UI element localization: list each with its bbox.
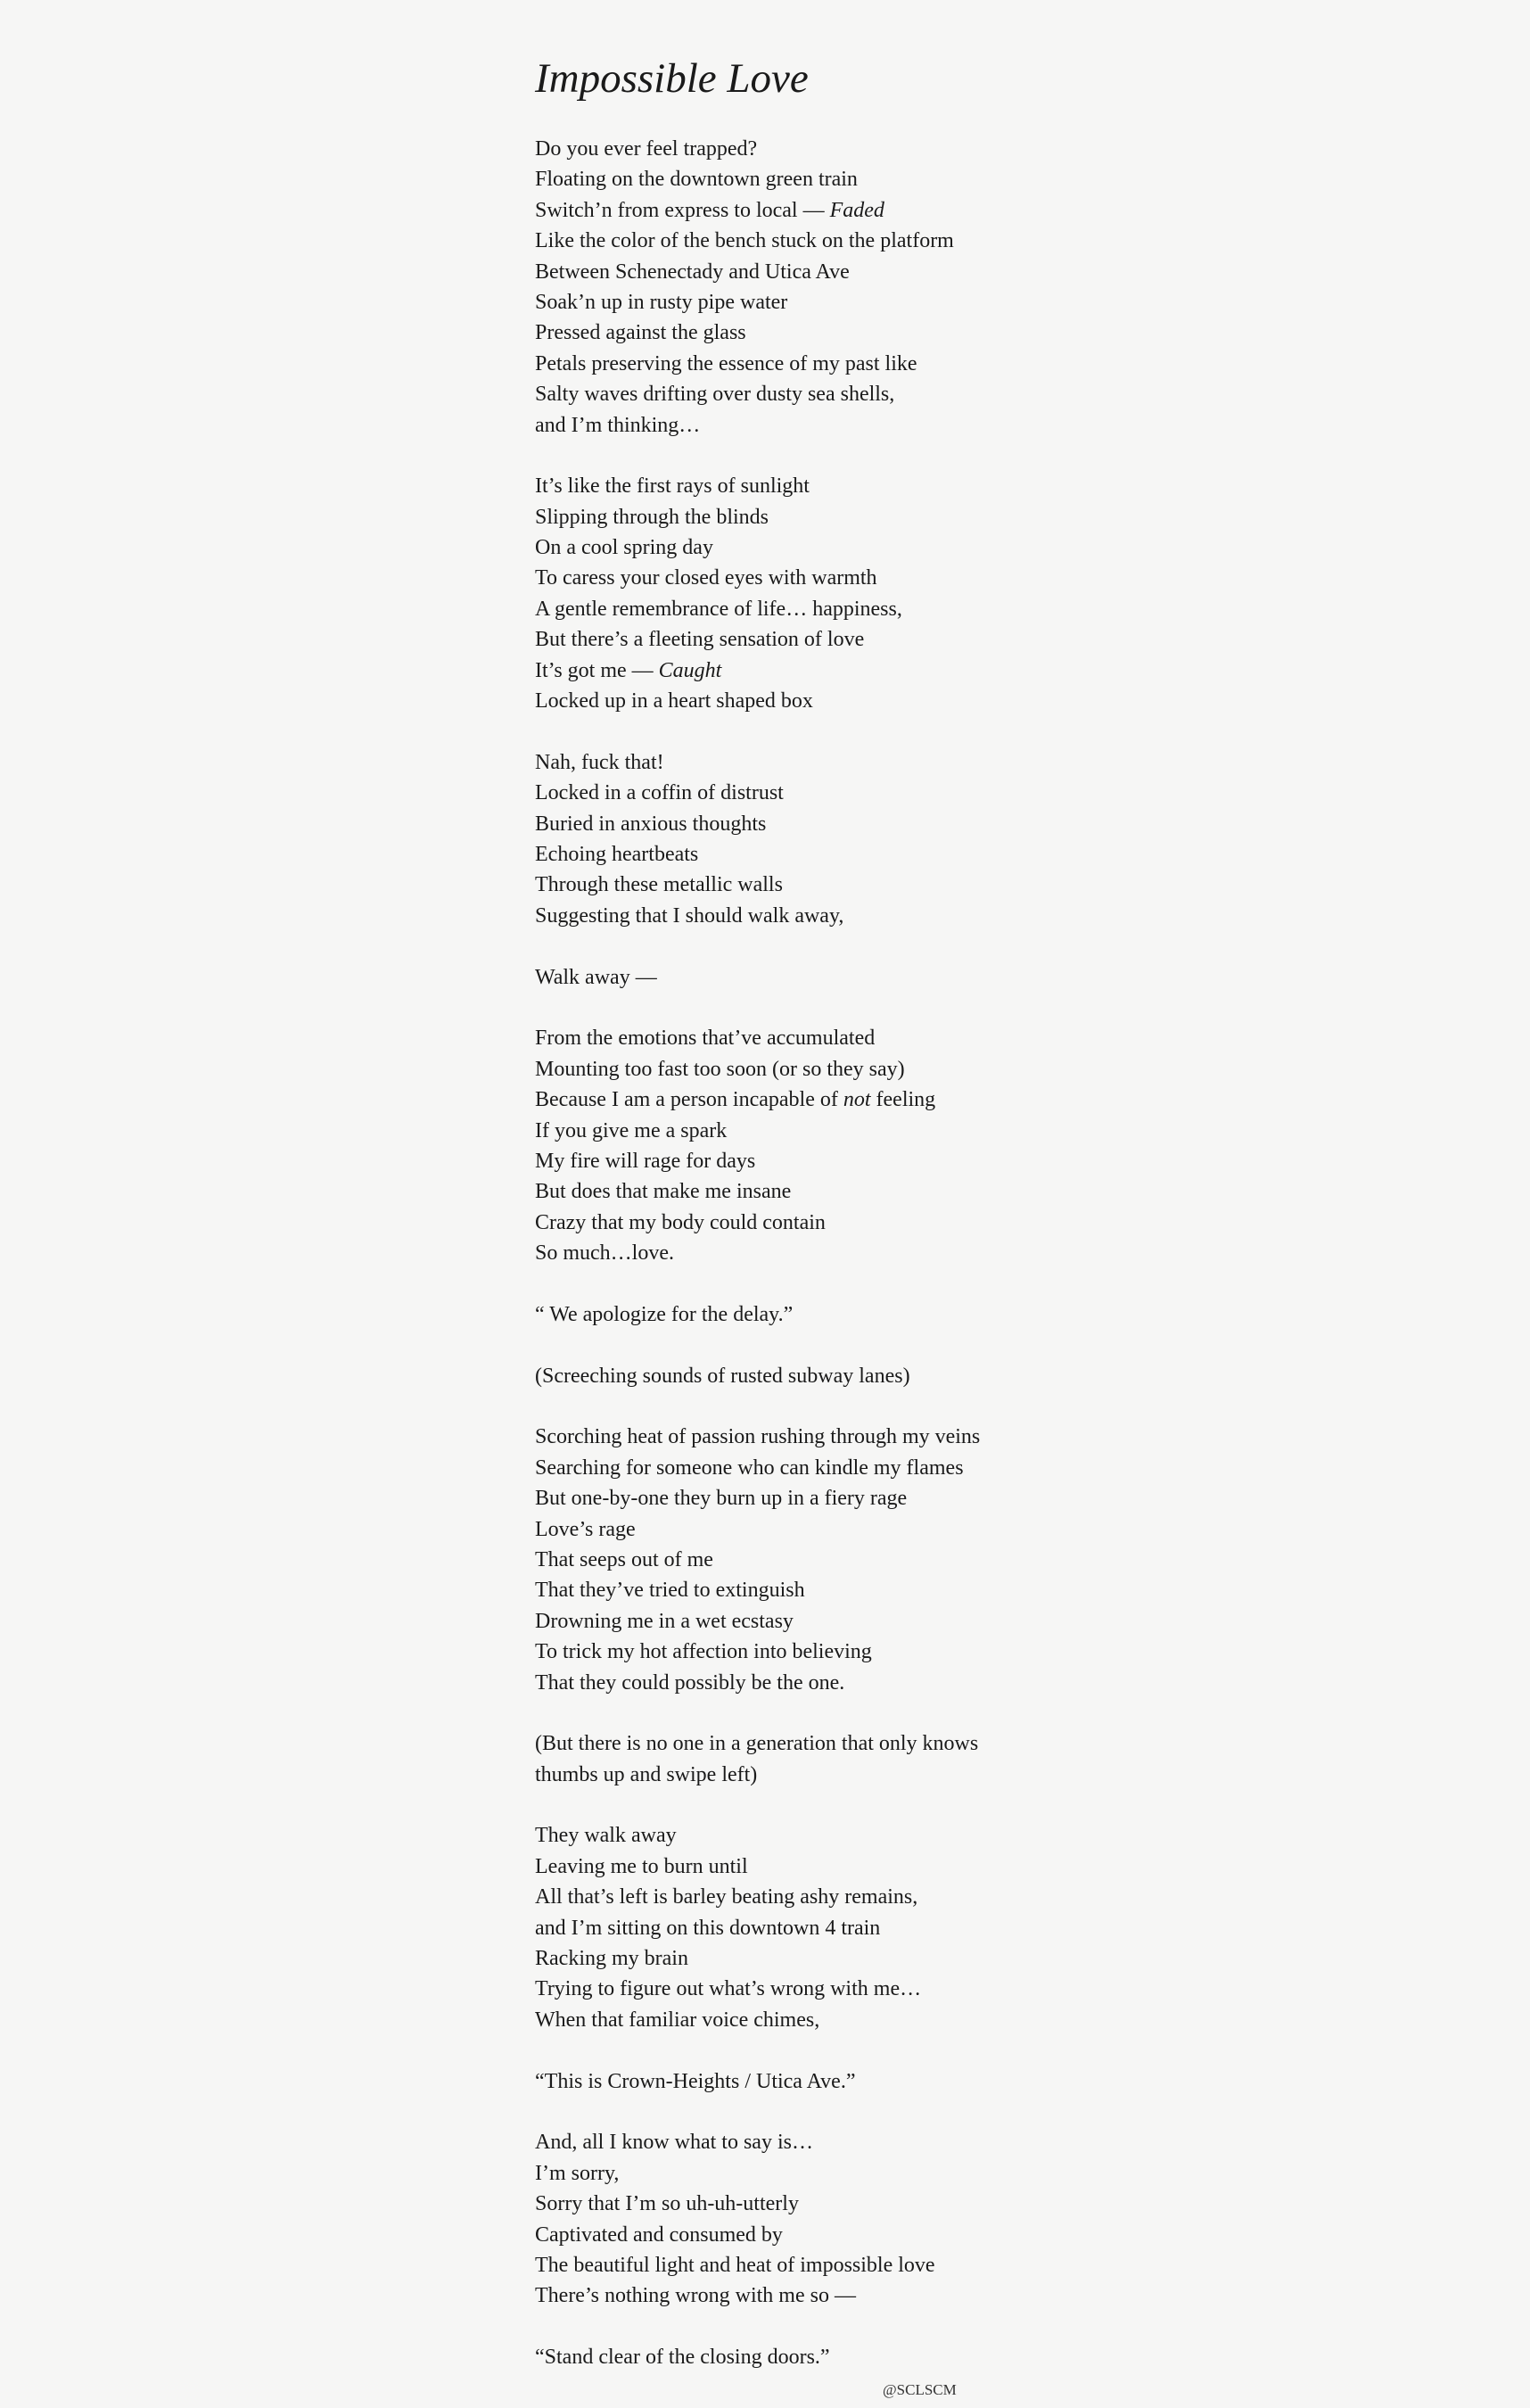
emphasis-text: Faded <box>829 198 884 222</box>
poem-line: Love’s rage <box>535 1517 636 1541</box>
poem-line: That they could possibly be the one. <box>535 1670 845 1695</box>
poem-line: They walk away <box>535 1824 677 1848</box>
poem-line: Because I am a person incapable of not feeling <box>535 1088 936 1112</box>
poem-line: Crazy that my body could contain <box>535 1210 826 1234</box>
poem-line: Through these metallic walls <box>535 873 783 897</box>
poem-line: Mounting too fast too soon (or so they say) <box>535 1057 905 1081</box>
poem-line: Floating on the downtown green train <box>535 168 858 192</box>
poem-line: Between Schenectady and Utica Ave <box>535 260 850 284</box>
stanza-break <box>535 931 1427 961</box>
poem-line: But there’s a fleeting sensation of love <box>535 628 865 652</box>
poem-line: Petals preserving the essence of my past like <box>535 351 917 375</box>
stanza-break <box>535 1391 1427 1422</box>
emphasis-text: Caught <box>658 658 722 682</box>
poem-line: That seeps out of me <box>535 1547 713 1571</box>
poem-line: Trying to figure out what’s wrong with me… <box>535 1977 922 2001</box>
poem-line: To trick my hot affection into believing <box>535 1640 872 1664</box>
poem-line: To caress your closed eyes with warmth <box>535 566 877 590</box>
poem-line: Like the color of the bench stuck on the platform <box>535 229 954 253</box>
stanza-break <box>535 1330 1427 1360</box>
poem-line: My fire will rage for days <box>535 1149 756 1173</box>
poem-line: and I’m thinking… <box>535 413 701 437</box>
poem-line: The beautiful light and heat of impossible love <box>535 2253 935 2277</box>
poem-line: If you give me a spark <box>535 1118 728 1142</box>
poem-line: Slipping through the blinds <box>535 505 769 529</box>
poem-line: (But there is no one in a generation that only knows <box>535 1732 979 1756</box>
poem-line: “ We apologize for the delay.” <box>535 1302 794 1326</box>
poem-line: All that’s left is barley beating ashy remains, <box>535 1885 918 1909</box>
poem-line: That they’ve tried to extinguish <box>535 1579 805 1603</box>
poem-line: Pressed against the glass <box>535 321 746 345</box>
stanza-break <box>535 993 1427 1023</box>
stanza-break <box>535 2312 1427 2342</box>
poem-line: A gentle remembrance of life… happiness, <box>535 597 902 621</box>
poem-line: and I’m sitting on this downtown 4 train <box>535 1916 881 1940</box>
stanza-break <box>535 2097 1427 2127</box>
poem-line: When that familiar voice chimes, <box>535 2008 820 2032</box>
poem-line: There’s nothing wrong with me so — <box>535 2284 856 2308</box>
stanza-break <box>535 1268 1427 1299</box>
poem-line: Searching for someone who can kindle my flames <box>535 1456 964 1480</box>
poem-line: But does that make me insane <box>535 1180 792 1204</box>
poem-line: I’m sorry, <box>535 2161 620 2185</box>
poem-line: Drowning me in a wet ecstasy <box>535 1609 794 1633</box>
poem-line: Sorry that I’m so uh-uh-utterly <box>535 2192 799 2216</box>
poem-line: Echoing heartbeats <box>535 842 699 866</box>
stanza-break <box>535 441 1427 471</box>
poem-line: Leaving me to burn until <box>535 1854 748 1878</box>
poem-line: Buried in anxious thoughts <box>535 812 767 836</box>
poem-body <box>535 134 1427 2373</box>
poem-line: Switch’n from express to local — Faded <box>535 198 884 222</box>
poem-line: On a cool spring day <box>535 536 713 560</box>
poem-line: It’s like the first rays of sunlight <box>535 474 810 499</box>
poem-line: Captivated and consumed by <box>535 2222 783 2247</box>
poem-title: Impossible Love <box>535 55 809 102</box>
poem-line: Soak’n up in rusty pipe water <box>535 290 788 314</box>
stanza-break <box>535 1790 1427 1820</box>
stanza-break <box>535 716 1427 746</box>
poem-line: (Screeching sounds of rusted subway lanes) <box>535 1364 910 1388</box>
emphasis-text: not <box>843 1088 871 1112</box>
poem-line: And, all I know what to say is… <box>535 2131 813 2155</box>
poem-line: Racking my brain <box>535 1947 688 1971</box>
poem <box>535 54 1427 2373</box>
poem-line: Nah, fuck that! <box>535 750 664 774</box>
poem-line: But one-by-one they burn up in a fiery rage <box>535 1487 908 1511</box>
poem-line: Scorching heat of passion rushing through my veins <box>535 1425 981 1449</box>
poem-line: “This is Crown-Heights / Utica Ave.” <box>535 2069 856 2093</box>
poem-line: Salty waves drifting over dusty sea shells, <box>535 383 895 407</box>
author-handle: @SCLSCM <box>883 2381 957 2398</box>
poem-line: Suggesting that I should walk away, <box>535 903 844 928</box>
poem-line: It’s got me — Caught <box>535 658 722 682</box>
poem-line: Locked in a coffin of distrust <box>535 781 784 805</box>
poem-line: Do you ever feel trapped? <box>535 137 758 161</box>
poem-line: Walk away — <box>535 965 657 989</box>
poem-line: From the emotions that’ve accumulated <box>535 1027 876 1051</box>
stanza-break <box>535 2035 1427 2066</box>
poem-line: thumbs up and swipe left) <box>535 1762 758 1786</box>
poem-line: Locked up in a heart shaped box <box>535 689 813 713</box>
stanza-break <box>535 1698 1427 1728</box>
poem-line: “Stand clear of the closing doors.” <box>535 2346 830 2370</box>
poem-line: So much…love. <box>535 1241 674 1266</box>
